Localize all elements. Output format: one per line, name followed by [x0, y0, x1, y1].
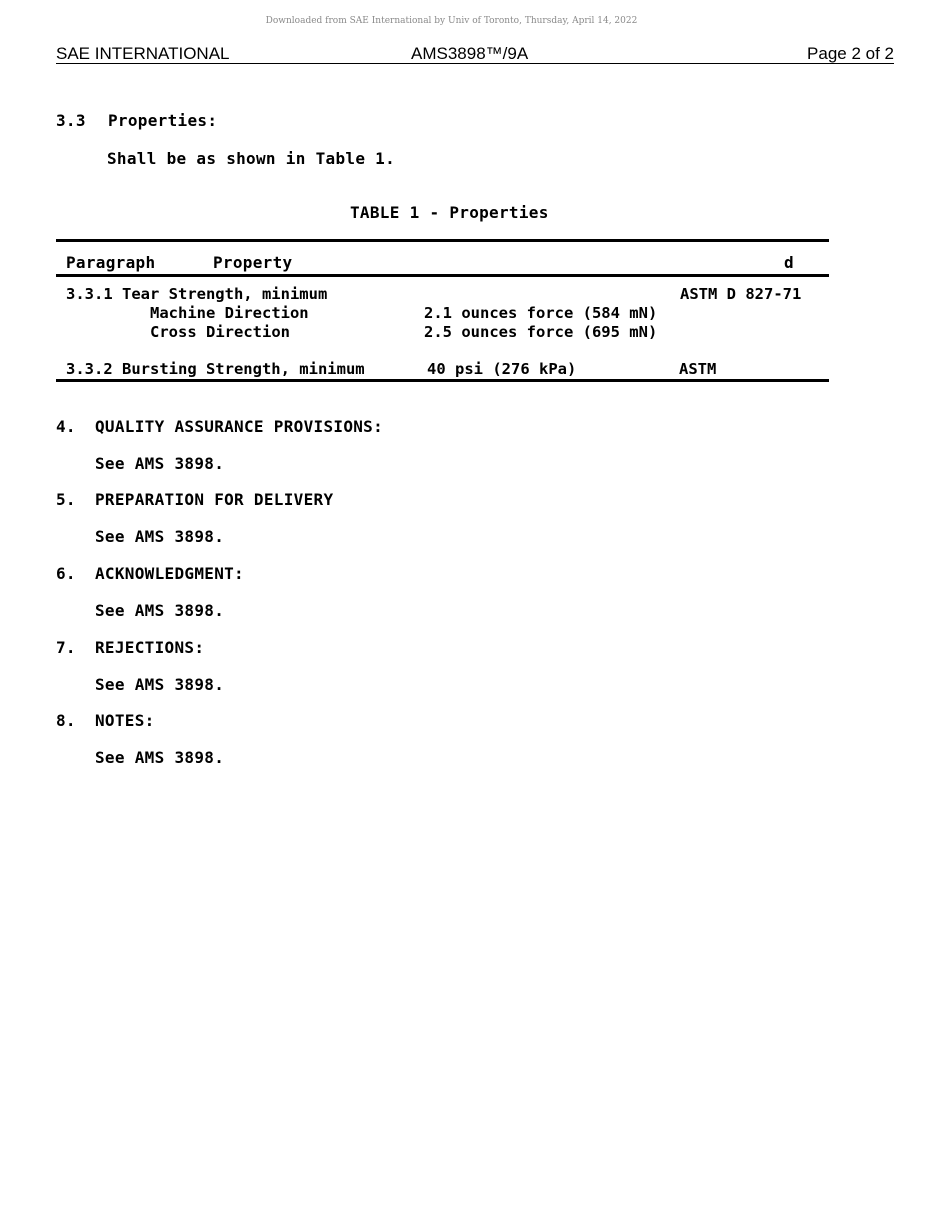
- subrow-label-machine-direction: Machine Direction: [150, 304, 309, 322]
- subrow-value-machine-direction: 2.1 ounces force (584 mN): [424, 304, 658, 322]
- section-3-3-number: 3.3: [56, 111, 86, 130]
- table-caption: TABLE 1 - Properties: [350, 203, 549, 222]
- section-8-title: NOTES:: [95, 711, 155, 730]
- section-3-3-body: Shall be as shown in Table 1.: [107, 149, 396, 168]
- row-value-bursting-strength: 40 psi (276 kPa): [427, 360, 577, 378]
- section-4-body: See AMS 3898.: [95, 454, 225, 473]
- section-4-title: QUALITY ASSURANCE PROVISIONS:: [95, 417, 384, 436]
- subrow-label-cross-direction: Cross Direction: [150, 323, 290, 341]
- section-8-body: See AMS 3898.: [95, 748, 225, 767]
- section-7-title: REJECTIONS:: [95, 638, 205, 657]
- header-rule: [56, 63, 894, 64]
- download-watermark: Downloaded from SAE International by Univ of Toronto, Thursday, April 14, 2022: [265, 16, 638, 26]
- header-doc-id: AMS3898™/9A: [411, 44, 529, 63]
- section-5-title: PREPARATION FOR DELIVERY: [95, 490, 334, 509]
- table-bottom-rule: [56, 379, 829, 382]
- table-header-property: Property: [213, 253, 293, 272]
- section-5-number: 5.: [56, 490, 76, 509]
- section-7-number: 7.: [56, 638, 76, 657]
- row-label-bursting-strength: 3.3.2 Bursting Strength, minimum: [66, 360, 365, 378]
- row-method-bursting-strength: ASTM: [679, 360, 717, 378]
- section-6-number: 6.: [56, 564, 76, 583]
- section-8-number: 8.: [56, 711, 76, 730]
- section-3-3-title: Properties:: [108, 111, 218, 130]
- subrow-value-cross-direction: 2.5 ounces force (695 mN): [424, 323, 658, 341]
- section-6-body: See AMS 3898.: [95, 601, 225, 620]
- row-method-tear-strength: ASTM D 827-71: [680, 285, 802, 303]
- section-5-body: See AMS 3898.: [95, 527, 225, 546]
- header-org: SAE INTERNATIONAL: [56, 44, 230, 63]
- section-4-number: 4.: [56, 417, 76, 436]
- header-page-number: Page 2 of 2: [807, 44, 894, 63]
- row-label-tear-strength: 3.3.1 Tear Strength, minimum: [66, 285, 328, 303]
- section-7-body: See AMS 3898.: [95, 675, 225, 694]
- table-top-rule: [56, 239, 829, 242]
- section-6-title: ACKNOWLEDGMENT:: [95, 564, 244, 583]
- table-header-rule: [56, 274, 829, 277]
- table-header-method: d: [784, 253, 794, 272]
- table-header-paragraph: Paragraph: [66, 253, 156, 272]
